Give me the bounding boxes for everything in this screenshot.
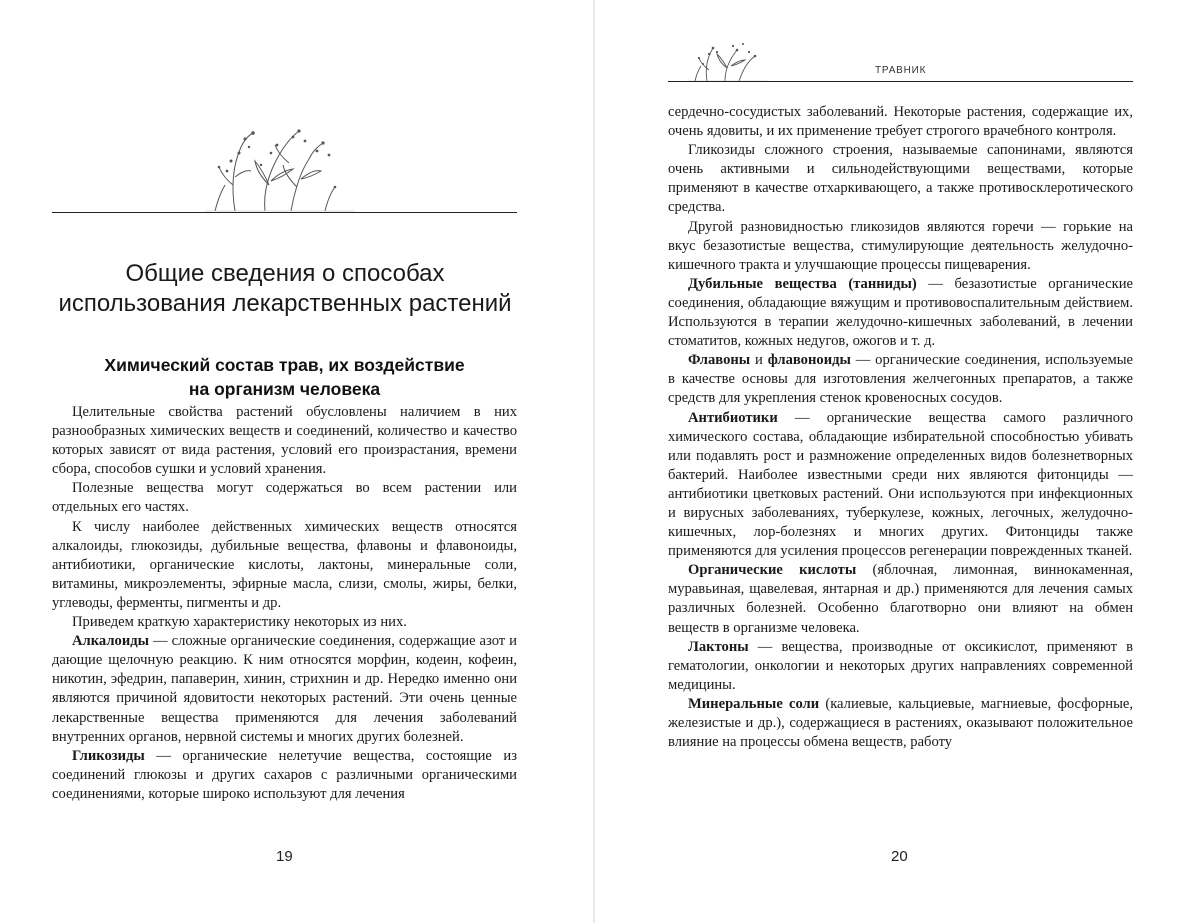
paragraph-antibiotics: [668, 409, 1133, 562]
paragraph-flavones: [668, 351, 1133, 408]
term-mineral-salts: Минеральные соли: [688, 695, 820, 712]
paragraph: Полезные вещества могут содержаться во всем растении или отдельных его частях.: [52, 480, 517, 516]
term-tannins: Дубильные вещества (танниды): [688, 275, 917, 292]
definition-tannins: — безазотистые органические соединения, обладающие вяжущим и противовоспалительным действием. Используются в терапии желудочно-кишечных заболеваний, в лечении стоматитов, кожных недугов, ожогов и т. д.: [668, 275, 1133, 350]
section-title-line: на организм человека: [188, 379, 381, 399]
conjunction: и: [750, 352, 768, 369]
section-title-line: Химический состав трав, их воздействие: [104, 355, 465, 375]
paragraph-alkaloids: [52, 632, 517, 747]
right-page: [595, 0, 1189, 923]
term-alkaloids: Алкалоиды: [72, 633, 150, 650]
definition-antibiotics: — органические вещества самого различного химического состава, обладающие избирательной способностью убивать или подавлять рост и размножение определенных видов болезнетворных бактерий. Наиболее известными среди них являются фитонциды — антибиотики цветковых растений. Они используются при инфекционных и вирусных заболеваниях, туберкулезе, кожных, легочных, желудочно-кишечных, лор-болезнях и многих других. Фитонциды также применяются для усиления процессов регенерации поврежденных тканей.: [668, 409, 1133, 560]
chapter-title-line: использования лекарственных растений: [58, 290, 512, 317]
paragraph-tannins: [668, 275, 1133, 351]
definition-glycosides: — органические нелетучие вещества, состоящие из соединений глюкозы и других сахаров с различными органическими соединениями, которые широко используют для лечения: [52, 747, 517, 802]
paragraph: Гликозиды сложного строения, называемые сапонинами, являются очень активными и сильнодействующими веществами, которые применяют в качестве отхаркивающего, а также противосклеротического средства.: [668, 142, 1133, 216]
paragraph: сердечно-сосудистых заболеваний. Некоторые растения, содержащие их, очень ядовиты, и их применение требует строгого врачебного контроля.: [668, 104, 1133, 140]
term-antibiotics: Антибиотики: [688, 409, 778, 426]
left-page: [0, 0, 594, 923]
chapter-divider: [52, 212, 517, 213]
paragraph: Другой разновидностью гликозидов являются горечи — горькие на вкус безазотистые вещества, стимулирующие деятельность желудочно-кишечного тракта и улучшающие процессы пищеварения.: [668, 218, 1133, 273]
chapter-title: [40, 259, 530, 319]
definition-alkaloids: — сложные органические соединения, содержащие азот и дающие щелочную реакцию. К ним относятся морфин, кодеин, кофеин, никотин, эфедрин, папаверин, хинин, стрихнин и др. Нередко именно они являются причиной ядовитости некоторых растений. Эти очень ценные лекарственные вещества применяются для лечения заболеваний внутренних органов, нервной системы и многих других болезней.: [52, 633, 517, 745]
paragraph-lactones: [668, 638, 1133, 695]
running-header-title: ТРАВНИК: [875, 65, 927, 76]
paragraph: Целительные свойства растений обусловлены наличием в них разнообразных химических веществ и соединений, количество и качество которых зависят от вида растения, условий его произрастания, времени сбора, способов сушки и условий хранения.: [52, 404, 517, 478]
term-organic-acids: Органические кислоты: [688, 562, 857, 579]
term-flavonoids: флавоноиды: [767, 352, 851, 369]
header-divider: [668, 81, 1133, 82]
paragraph-salts: [668, 695, 1133, 752]
paragraph-acids: [668, 561, 1133, 637]
term-glycosides: Гликозиды: [72, 747, 145, 764]
floral-header-icon: [687, 40, 767, 82]
definition-flavones: — органические соединения, используемые в качестве основы для изготовления желчегонных препаратов, а также средств для укрепления стенок кровеносных сосудов.: [668, 352, 1133, 407]
floral-ornament-icon: [205, 125, 355, 213]
paragraph: Приведем краткую характеристику некоторых из них.: [72, 614, 407, 631]
section-title: [52, 353, 517, 401]
paragraph-glycosides: [52, 747, 517, 804]
definition-lactones: — вещества, производные от оксикислот, применяют в гематологии, онкологии и некоторых других направлениях современной медицины.: [668, 638, 1133, 693]
page-number: 19: [276, 848, 293, 865]
chapter-title-line: Общие сведения о способах: [125, 260, 445, 287]
page-number: 20: [891, 848, 908, 865]
right-body-text: [668, 103, 1133, 752]
left-body-text: [52, 403, 517, 804]
term-flavones: Флавоны: [688, 352, 751, 369]
paragraph: К числу наиболее действенных химических веществ относятся алкалоиды, глюкозиды, дубильные вещества, флавоны и флавоноиды, антибиотики, органические кислоты, лактоны, минеральные соли, витамины, микроэлементы, эфирные масла, слизи, смолы, жиры, белки, углеводы, ферменты, пигменты и др.: [52, 518, 517, 611]
definition-mineral-salts: (калиевые, кальциевые, магниевые, фосфорные, железистые и др.), содержащиеся в растениях, оказывают положительное влияние на процессы обмена веществ, работу: [668, 695, 1134, 751]
term-lactones: Лактоны: [688, 638, 749, 655]
definition-organic-acids: (яблочная, лимонная, виннокаменная, муравьиная, щавелевая, янтарная и др.) применяются для лечения самых различных болезней. Особенно благотворно они влияют на обмен веществ в организме человека.: [668, 562, 1133, 636]
